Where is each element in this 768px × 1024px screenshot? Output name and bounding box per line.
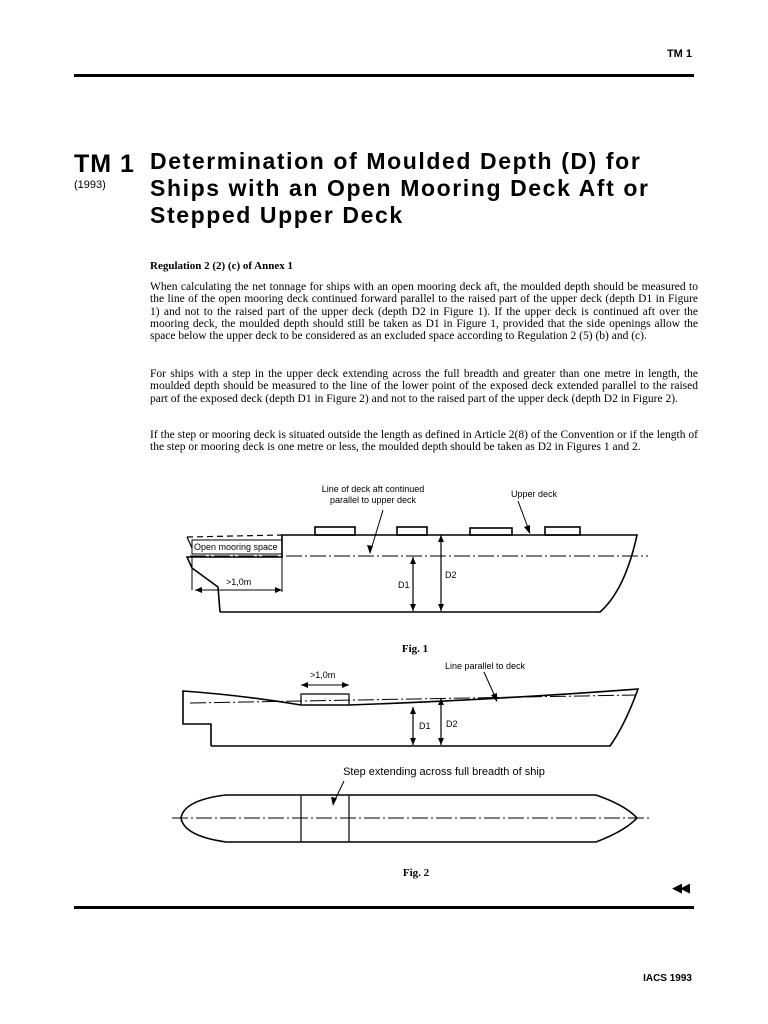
fig1-label-line-deck-2: parallel to upper deck	[329, 495, 417, 505]
fig1-label-open-mooring: Open mooring space	[194, 542, 278, 552]
figure-1	[187, 501, 648, 612]
fig1-label-length: >1,0m	[226, 577, 252, 587]
paragraph-1: When calculating the net tonnage for ships with an open mooring deck aft, the moulded depth should be measured to the line of the open mooring deck continued forward parallel to the raised part of the upper deck (depth D1 in Figure 1) and not to the raised part of the upper deck (depth D2 in Figure 1). If the upper deck is continued aft over the mooring deck, the moulded depth should still be taken as D1 in Figure 1, provided that the side openings allow the space below the upper deck to be considered as an excluded space according to Regulation 2 (5) (b) and (c).	[150, 281, 698, 343]
figure-2-profile	[183, 672, 638, 746]
paragraph-3: If the step or mooring deck is situated outside the length as defined in Article 2(8) of the Convention or if the length of the step or mooring deck is one metre or less, the moulded depth should be taken as D2 in Figures 1 and 2.	[150, 429, 698, 454]
fig2-label-length: >1,0m	[310, 670, 336, 680]
document-code: TM 1	[74, 150, 135, 178]
document-year: (1993)	[74, 179, 106, 191]
fig1-bulwark-left	[187, 537, 192, 548]
fig1-label-d2: D2	[445, 570, 457, 580]
fig2-hull	[183, 689, 638, 746]
fig1-label-d1: D1	[398, 580, 410, 590]
regulation-heading: Regulation 2 (2) (c) of Annex 1	[150, 260, 293, 272]
fig1-deck-hatch-3	[470, 528, 512, 535]
fig2-caption: Fig. 2	[402, 867, 430, 879]
fig1-label-upper-deck: Upper deck	[510, 489, 558, 499]
previous-page-arrows-icon[interactable]: ◀◀	[672, 880, 688, 895]
fig1-deck-hatch-2	[397, 527, 427, 535]
footer-text: IACS 1993	[643, 973, 692, 984]
fig2-label-d1: D1	[419, 721, 431, 731]
fig2-label-d2: D2	[446, 719, 458, 729]
figure-2-plan	[172, 781, 650, 842]
paragraph-2: For ships with a step in the upper deck extending across the full breadth and greater than one metre in length, the moulded depth should be measured to the line of the lower point of the exposed deck extended parallel to the raised part of the exposed deck (depth D1 in Figure 2) and not to the raised part of the upper deck (depth D2 in Figure 2).	[150, 368, 698, 405]
document-title: Determination of Moulded Depth (D) for Ships with an Open Mooring Deck Aft or Stepped Upper Deck	[150, 148, 650, 228]
fig2-label-step: Step extending across full breadth of ship	[343, 766, 545, 778]
fig1-deck-hatch-1	[315, 527, 355, 535]
bottom-rule	[74, 906, 694, 909]
fig1-bulwark-dashed	[187, 535, 282, 537]
fig2-label-line-parallel: Line parallel to deck	[445, 661, 526, 671]
fig1-label-line-deck-1: Line of deck aft continued	[321, 484, 425, 494]
header-code: TM 1	[666, 48, 692, 60]
fig1-deck-hatch-4	[545, 527, 580, 535]
fig1-caption: Fig. 1	[401, 643, 429, 655]
fig2-step-raise	[301, 694, 349, 705]
